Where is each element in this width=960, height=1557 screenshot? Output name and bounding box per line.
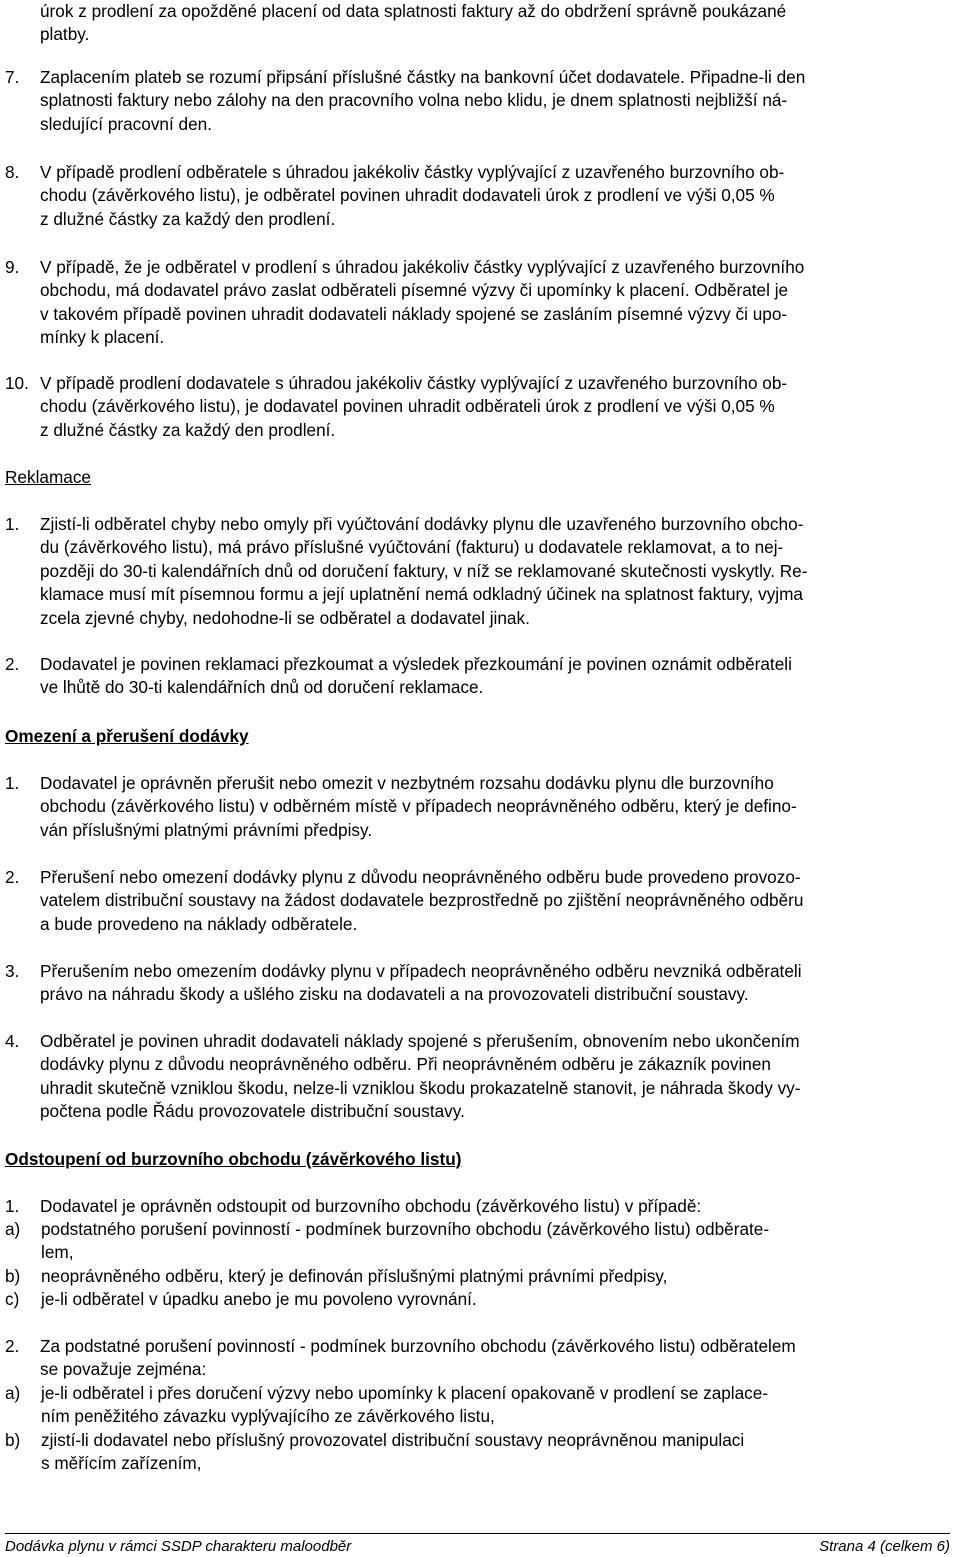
item-text [40,653,950,700]
item-text [40,1030,950,1124]
text-line: dodávky plynu z důvodu neoprávněného odběru. Při neoprávněném odběru je zákazník povinen [40,1054,771,1075]
text-line: obchodu, má dodavatel právo zaslat odběrateli písemné výzvy či upomínky k placení. Odběratel je [40,280,789,301]
text-line: V případě prodlení odběratele s úhradou jakékoliv částky vyplývající z uzavřeného burzovního ob- [40,162,785,182]
text-line: z dlužné částky za každý den prodlení. [40,208,336,229]
sub-letter: a) [5,1219,21,1239]
text-line: lem, [41,1242,74,1263]
text-line: počtena podle Řádu provozovatele distribuční soustavy. [40,1101,465,1122]
text-line: sledující pracovní den. [40,113,212,134]
item-text [40,772,950,842]
text-line: neoprávněného odběru, který je definován příslušnými platnými právními předpisy, [41,1265,668,1286]
list-item-9 [5,256,950,350]
sub-text [41,1382,950,1429]
text-line: Zaplacením plateb se rozumí připsání příslušné částky na bankovní účet dodavatele. Připadne-li den [40,67,806,87]
text-line: podstatného porušení povinností - podmínek burzovního obchodu (závěrkového listu) odběrate- [41,1219,770,1239]
item-text [40,513,950,630]
footer-page-number: Strana 4 (celkem 6) [819,1538,950,1555]
item-text [40,161,950,231]
omezeni-item-2 [5,866,950,936]
continuation-paragraph [5,0,960,47]
sub-item-a [5,1382,950,1429]
sub-item-b [5,1429,950,1476]
item-number: 8. [5,162,20,182]
text-line: se považuje zejména: [40,1359,207,1380]
text-line: ním peněžitého závazku vyplývajícího ze závěrkového listu, [41,1406,495,1427]
item-number: 1. [5,514,20,534]
item-text [40,372,950,442]
text-line: du (závěrkového listu), má právo příslušné vyúčtování (fakturu) u dodavatele reklamovat, a to nej- [40,537,784,558]
text-line: je-li odběratel i přes doručení výzvy nebo upomínky k placení opakovaně v prodlení se zaplace- [41,1383,769,1403]
section-heading-reklamace: Reklamace [5,467,91,487]
text-line: uhradit skutečně vzniklou škodu, nelze-li vzniklou škodu prokazatelně stanovit, je náhrada škody vy- [40,1077,801,1098]
odstoupeni-item-2-subs [5,1382,950,1476]
section-heading-omezeni: Omezení a přerušení dodávky [5,726,249,746]
text-line: Přerušení nebo omezení dodávky plynu z důvodu neoprávněného odběru bude provedeno provozo- [40,867,801,887]
text-line: v takovém případě povinen uhradit dodavateli náklady spojené se zasláním písemné výzvy či upo- [40,303,788,324]
list-item-10 [5,372,950,442]
text-line: Za podstatné porušení povinností - podmínek burzovního obchodu (závěrkového listu) odběratelem [40,1336,796,1356]
page-footer [5,1533,950,1557]
text-line: a bude provedeno na náklady odběratele. [40,913,358,934]
sub-item-a [5,1218,950,1265]
omezeni-item-1 [5,772,950,842]
reklamace-item-1 [5,513,950,630]
text-line: Zjistí-li odběratel chyby nebo omyly při vyúčtování dodávky plynu dle uzavřeného burzovního obcho- [40,514,804,534]
sub-text [41,1288,950,1311]
text-line: Odběratel je povinen uhradit dodavateli náklady spojené s přerušením, obnovením nebo ukončením [40,1031,800,1051]
sub-text [41,1429,950,1476]
sub-text [41,1218,950,1265]
item-number: 1. [5,773,20,793]
text-line: z dlužné částky za každý den prodlení. [40,419,336,440]
sub-letter: b) [5,1265,21,1286]
text-line: chodu (závěrkového listu), je odběratel povinen uhradit dodavateli úrok z prodlení ve výši 0,05 % [40,185,775,206]
section-heading-odstoupeni: Odstoupení od burzovního obchodu (závěrkového listu) [5,1149,462,1169]
footer-document-title: Dodávka plynu v rámci SSDP charakteru maloodběr [5,1538,352,1555]
text-line: je-li odběratel v úpadku anebo je mu povoleno vyrovnání. [41,1289,477,1310]
item-number: 1. [5,1196,20,1216]
text-line: V případě prodlení dodavatele s úhradou jakékoliv částky vyplývající z uzavřeného burzovního ob- [40,373,788,393]
item-number: 4. [5,1031,20,1051]
text-line: ve lhůtě do 30-ti kalendářních dnů od doručení reklamace. [40,677,484,698]
item-text [40,256,950,350]
text-line: vatelem distribuční soustavy na žádost dodavatele bezprostředně po zjištění neoprávněného odběru [40,890,804,911]
item-number: 2. [5,654,20,674]
item-number: 10. [5,373,29,393]
text-line: Přerušením nebo omezením dodávky plynu v případech neoprávněného odběru nevzniká odběrateli [40,961,802,981]
sub-letter: b) [5,1429,21,1450]
item-text [40,1195,950,1218]
odstoupeni-item-2 [5,1335,950,1382]
list-item-8 [5,161,950,231]
item-text [40,960,950,1007]
odstoupeni-item-1-subs [5,1218,950,1312]
sub-text [41,1265,950,1288]
text-line: platby. [40,24,90,45]
omezeni-item-3 [5,960,950,1007]
list-item-7 [5,66,950,136]
text-line: zcela zjevné chyby, nedohodne-li se odběratel a dodavatel jinak. [40,607,530,628]
sub-item-b [5,1265,950,1288]
text-line: úrok z prodlení za opožděné placení od data splatnosti faktury až do obdržení správně poukázané [40,1,787,21]
text-line: později do 30-ti kalendářních dnů od doručení faktury, v níž se reklamované skutečnosti vyskytly. Re- [40,560,808,581]
item-text [40,66,950,136]
item-number: 2. [5,1336,20,1356]
item-text [40,1335,950,1382]
text-line: Dodavatel je oprávněn odstoupit od burzovního obchodu (závěrkového listu) v případě: [40,1196,702,1216]
text-line: zjistí-li dodavatel nebo příslušný provozovatel distribuční soustavy neoprávněnou manipulaci [41,1429,745,1450]
text-line: Dodavatel je povinen reklamaci přezkoumat a výsledek přezkoumání je povinen oznámit odběrateli [40,654,792,674]
item-text [40,866,950,936]
text-line: klamace musí mít písemnou formu a její uplatnění nemá odkladný účinek na splatnost faktury, vyjma [40,584,803,605]
text-line: V případě, že je odběratel v prodlení s úhradou jakékoliv částky vyplývající z uzavřeného burzovního [40,257,805,277]
text-line: mínky k placení. [40,327,165,348]
reklamace-item-2 [5,653,950,700]
sub-letter: c) [5,1289,20,1310]
omezeni-item-4 [5,1030,950,1124]
text-line: s měřícím zařízením, [41,1453,202,1474]
item-number: 2. [5,867,20,887]
text-line: právo na náhradu škody a ušlého zisku na dodavateli a na provozovateli distribuční soustavy. [40,984,749,1005]
item-number: 3. [5,961,20,981]
text-line: Dodavatel je oprávněn přerušit nebo omezit v nezbytném rozsahu dodávku plynu dle burzovního [40,773,774,793]
item-number: 7. [5,67,20,87]
text-line: ván příslušnými platnými právními předpisy. [40,819,373,840]
text-line: obchodu (závěrkového listu) v odběrném místě v případech neoprávněného odběru, který je defino- [40,796,797,817]
sub-item-c [5,1288,950,1311]
text-line: splatnosti faktury nebo zálohy na den pracovního volna nebo klidu, je dnem splatnosti nejbližší ná- [40,90,788,111]
odstoupeni-item-1 [5,1195,950,1218]
sub-letter: a) [5,1383,21,1403]
item-number: 9. [5,257,20,277]
text-line: chodu (závěrkového listu), je dodavatel povinen uhradit odběrateli úrok z prodlení ve výši 0,05 % [40,396,775,417]
